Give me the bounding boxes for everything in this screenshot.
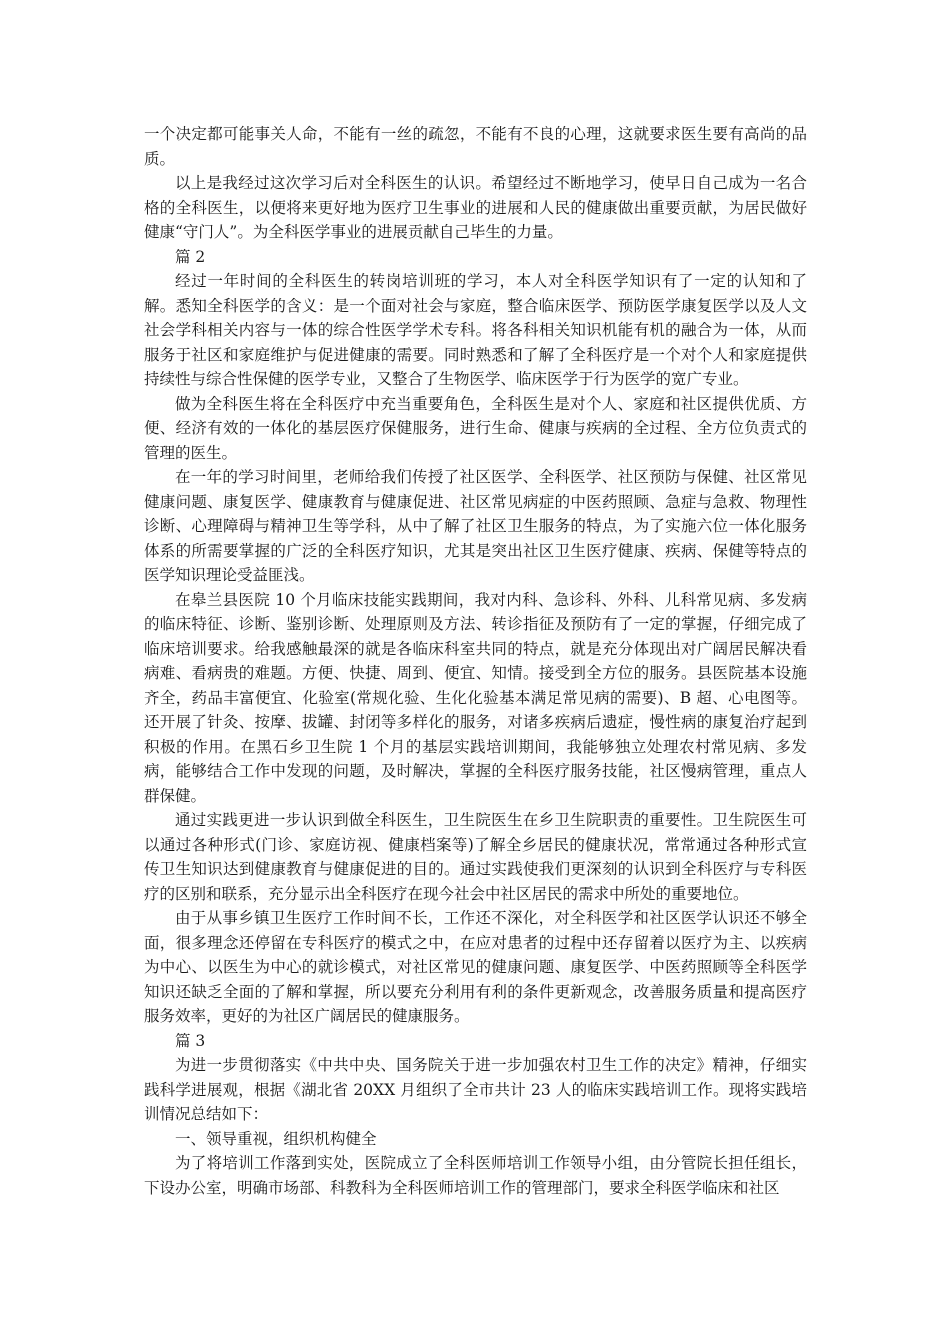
paragraph-5: 在一年的学习时间里，老师给我们传授了社区医学、全科医学、社区预防与保健、社区常见健康问题、康复医学、健康教育与健康促进、社区常见病症的中医药照顾、急症与急救、物理性诊断、心理障碍与精神卫生等学科，从中了解了社区卫生服务的特点，为了实施六位一体化服务体系的所需要掌握的广泛的全科医疗知识，尤其是突出社区卫生医疗健康、疾病、保健等特点的医学知识理论受益匪浅。 <box>144 468 807 584</box>
paragraph-6: 在皋兰县医院 10 个月临床技能实践期间，我对内科、急诊科、外科、儿科常见病、多发病的临床特征、诊断、鉴别诊断、处理原则及方法、转诊指征及预防有了一定的掌握，仔细完成了临床培训要求。给我感触最深的就是各临床科室共同的特点，就是充分体现出对广阔居民解决看病难、看病贵的难题。方便、快捷、周到、便宜、知情。接受到全方位的服务。县医院基本设施齐全，药品丰富便宜、化验室(常规化验、生化化验基本满足常见病的需要)、B 超、心电图等。还开展了针灸、按摩、拔罐、封闭等多样化的服务，对诸多疾病后遗症，慢性病的康复治疗起到积极的作用。在黑石乡卫生院 1 个月的基层实践培训期间，我能够独立处理农村常见病、多发病，能够结合工作中发现的问题，及时解决，掌握的全科医疗服务技能，社区慢病管理，重点人群保健。 <box>144 590 807 805</box>
paragraph-10: 为了将培训工作落到实处，医院成立了全科医师培训工作领导小组，由分管院长担任组长，下设办公室，明确市场部、科教科为全科医师培训工作的管理部门，要求全科医学临床和社区 <box>144 1154 807 1197</box>
section-heading-2: 篇 2 <box>175 247 206 266</box>
paragraph-9: 为进一步贯彻落实《中共中央、国务院关于进一步加强农村卫生工作的决定》精神，仔细实践科学进展观，根据《湖北省 20XX 月组织了全市共计 23 人的临床实践培训工作。现将实践培训情况总结如下： <box>144 1056 807 1123</box>
paragraph-2: 以上是我经过这次学习后对全科医生的认识。希望经过不断地学习，使早日自己成为一名合格的全科医生，以便将来更好地为医疗卫生事业的进展和人民的健康做出重要贡献，为居民做好健康“守门人”。为全科医学事业的进展贡献自己毕生的力量。 <box>144 174 807 241</box>
paragraph-7: 通过实践更进一步认识到做全科医生，卫生院医生在乡卫生院职责的重要性。卫生院医生可以通过各种形式(门诊、家庭访视、健康档案等)了解全乡居民的健康状况，常常通过各种形式宣传卫生知识达到健康教育与健康促进的目的。通过实践使我们更深刻的认识到全科医疗与专科医疗的区别和联系，充分显示出全科医疗在现今社会中社区居民的需求中所处的重要地位。 <box>144 811 807 903</box>
subheading-leadership: 一、领导重视，组织机构健全 <box>175 1129 377 1148</box>
document-body <box>144 122 807 1200</box>
paragraph-3: 经过一年时间的全科医生的转岗培训班的学习，本人对全科医学知识有了一定的认知和了解。悉知全科医学的含义：是一个面对社会与家庭，整合临床医学、预防医学康复医学以及人文社会学科相关内容与一体的综合性医学学术专科。将各科相关知识机能有机的融合为一体，从而服务于社区和家庭维护与促进健康的需要。同时熟悉和了解了全科医疗是一个对个人和家庭提供持续性与综合性保健的医学专业，又整合了生物医学、临床医学于行为医学的宽广专业。 <box>144 272 807 388</box>
paragraph-4: 做为全科医生将在全科医疗中充当重要角色，全科医生是对个人、家庭和社区提供优质、方便、经济有效的一体化的基层医疗保健服务，进行生命、健康与疾病的全过程、全方位负责式的管理的医生。 <box>144 394 807 462</box>
paragraph-1: 一个决定都可能事关人命，不能有一丝的疏忽，不能有不良的心理，这就要求医生要有高尚的品质。 <box>144 125 807 168</box>
paragraph-8: 由于从事乡镇卫生医疗工作时间不长，工作还不深化，对全科医学和社区医学认识还不够全面，很多理念还停留在专科医疗的模式之中，在应对患者的过程中还存留着以医疗为主、以疾病为中心、以医生为中心的就诊模式，对社区常见的健康问题、康复医学、中医药照顾等全科医学知识还缺乏全面的了解和掌握，所以要充分利用有利的条件更新观念，改善服务质量和提高医疗服务效率，更好的为社区广阔居民的健康服务。 <box>144 909 807 1025</box>
section-heading-3: 篇 3 <box>175 1031 206 1050</box>
